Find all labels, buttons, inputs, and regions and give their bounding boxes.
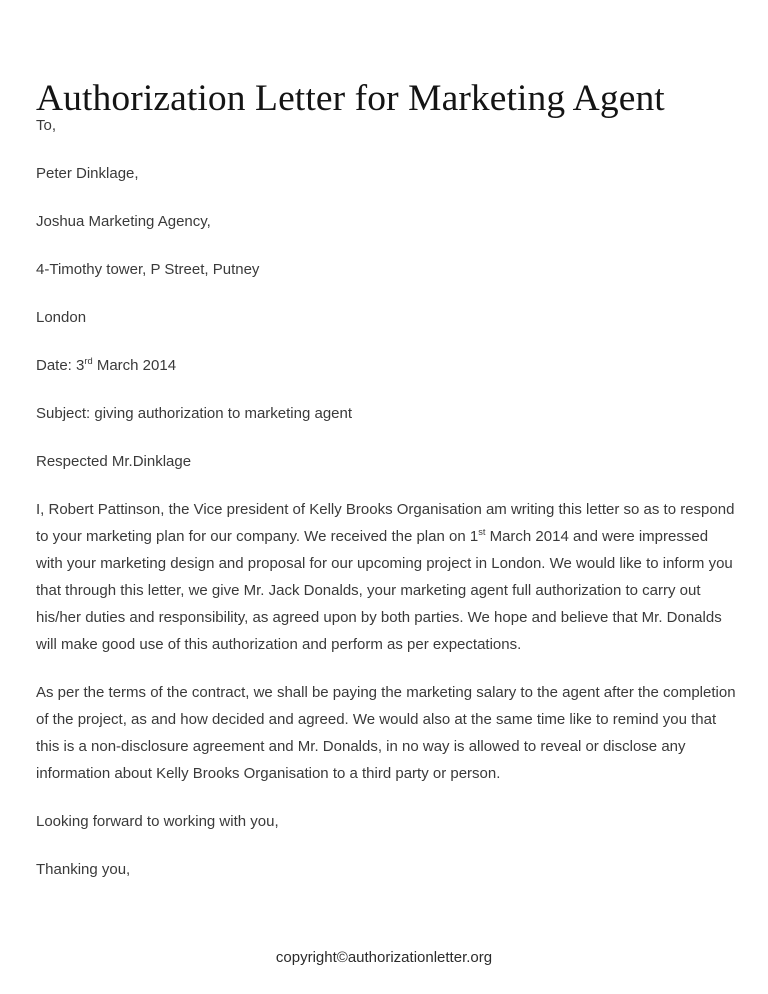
recipient-company: Joshua Marketing Agency, (36, 213, 211, 230)
closing-thanking: Thanking you, (36, 861, 131, 878)
subject-line: Subject: giving authorization to marketing agent (36, 405, 353, 422)
date-line (36, 352, 736, 379)
body-paragraph-1-part-2: March 2014 and were impressed with your marketing design and proposal for our upcoming project in London. We would like to inform you that through this letter, we give Mr. Jack Donalds, your marketing agent full authorization to carry out his/her duties and responsibility, as agreed upon by both parties. We hope and believe that Mr. Donalds will make good use of this authorization and perform as per expectations. (36, 528, 733, 653)
body-paragraph-2: As per the terms of the contract, we shall be paying the marketing salary to the agent after the completion of the project, as and how decided and agreed. We would also at the same time like to remind you that this is a non-disclosure agreement and Mr. Donalds, in no way is allowed to reveal or disclose any information about Kelly Brooks Organisation to a third party or person. (36, 684, 736, 782)
recipient-city: London (36, 309, 87, 326)
body-paragraph-1-ordinal-suffix: st (478, 527, 486, 537)
body-paragraph-1 (36, 496, 736, 658)
recipient-to-label: To, (36, 117, 57, 134)
footer-copyright: copyright©authorizationletter.org (275, 949, 493, 966)
greeting-line: Respected Mr.Dinklage (36, 453, 192, 470)
page-title: Authorization Letter for Marketing Agent (36, 78, 665, 120)
letter-body (36, 112, 736, 904)
body-paragraph-1-part-1: I, Robert Pattinson, the Vice president of Kelly Brooks Organisation am writing this letter so as to respond to your marketing plan for our company. We received the plan on 1 (36, 501, 735, 545)
date-suffix: March 2014 (92, 357, 177, 374)
date-ordinal-suffix: rd (84, 356, 93, 366)
recipient-name: Peter Dinklage, (36, 165, 139, 182)
recipient-street: 4-Timothy tower, P Street, Putney (36, 261, 260, 278)
date-prefix: Date: 3 (36, 357, 85, 374)
closing-looking-forward: Looking forward to working with you, (36, 813, 279, 830)
